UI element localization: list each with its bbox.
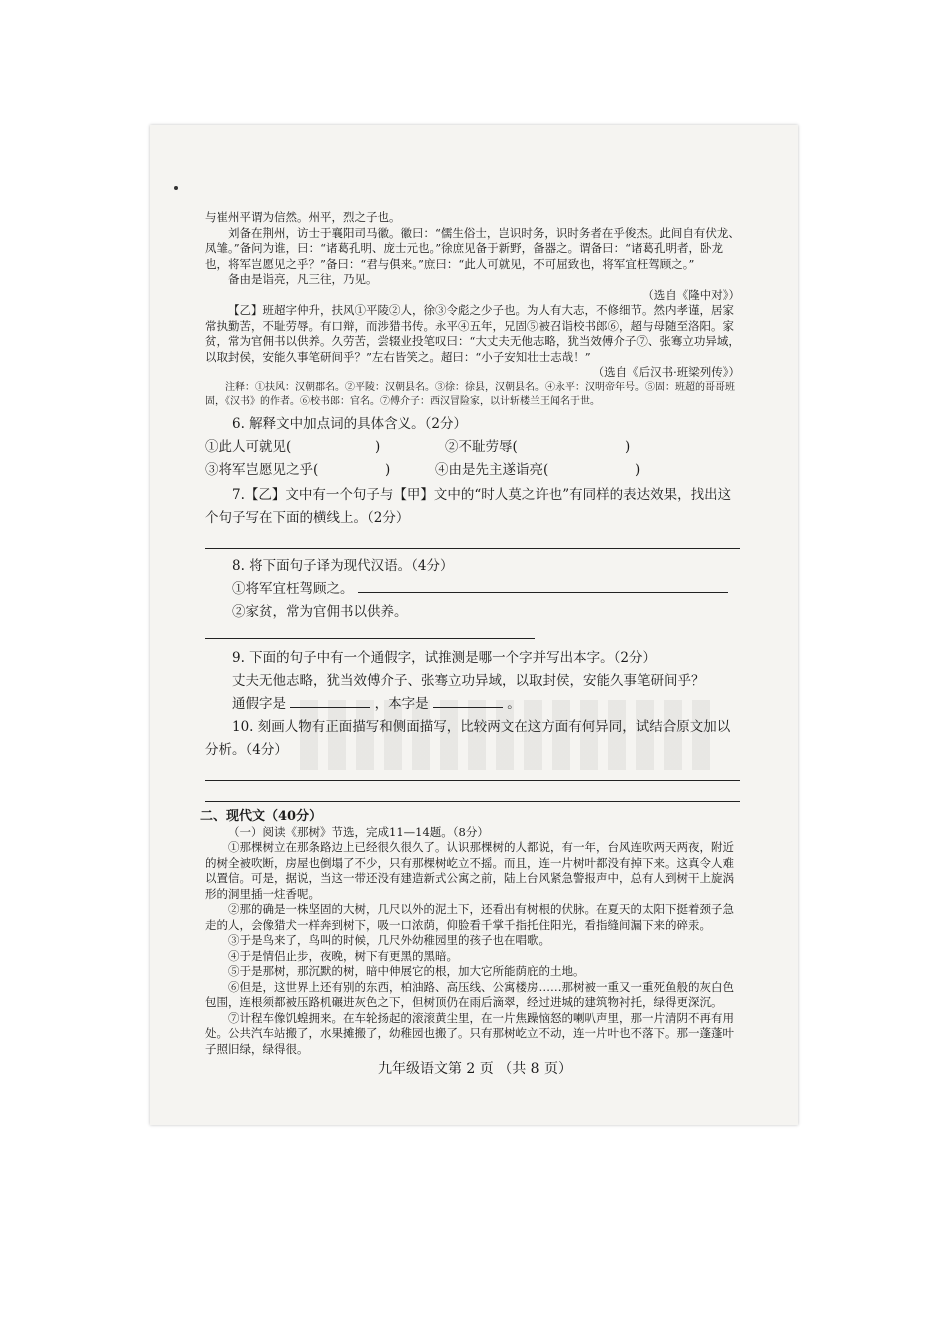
q6-row-2 xyxy=(205,459,740,482)
q8-s2 xyxy=(205,601,740,647)
jia-line-1: 与崔州平谓为信然。州平，烈之子也。 xyxy=(205,210,401,224)
q8-s2-answer-line[interactable] xyxy=(205,638,535,639)
notes: 注释：①扶风：汉朝郡名。②平陵：汉朝县名。③徐：徐县，汉朝县名。④永平：汉明帝年号。⑤固：班超的哥哥班固，《汉书》的作者。⑥校书郎：官名。⑦傅介子：西汉冒险家，以计斩楼兰王闻名于世。 xyxy=(205,381,735,407)
q6-item-1: ①此人可就见( xyxy=(205,438,292,455)
q9-label-1: 通假字是 xyxy=(232,695,286,712)
q6-item-2: ②不耻劳辱( xyxy=(445,438,518,455)
page-content xyxy=(200,210,740,1057)
para-3: ③于是鸟来了，鸟叫的时候，几尺外幼稚园里的孩子也在唱歌。 xyxy=(228,933,550,947)
q6-item-1-close: ) xyxy=(375,438,381,455)
para-2: ②那的确是一株坚固的大树，几尺以外的泥土下，还看出有树根的伏脉。在夏天的太阳下挺着颈子急走的人，会像猎犬一样奔到树下，吸一口浓荫，仰脸看千掌千指托住阳光，看指缝间漏下来的碎汞。 xyxy=(205,902,734,932)
q8-s2-text: ②家贫，常为官佣书以供养。 xyxy=(232,603,408,620)
section-2-heading: 二、现代文（40分） xyxy=(200,808,323,824)
q9-blank-1[interactable] xyxy=(290,707,370,708)
q8-s1-text: ①将军宜枉驾顾之。 xyxy=(232,580,354,597)
q9-end: 。 xyxy=(507,695,521,712)
page-footer: 九年级语文第 2 页 （共 8 页） xyxy=(377,1061,573,1077)
para-7: ⑦计程车像饥蝗拥来。在车轮扬起的滚滚黄尘里，在一片焦躁恼怒的喇叭声里，那一片清阴不再有用处。公共汽车站搬了，水果摊搬了，幼稚园也搬了。只有那树屹立不动，连一片叶也不落下。那一蓬蓬叶子照旧绿，绿得很。 xyxy=(205,1010,734,1056)
yi-source: （选自《后汉书·班梁列传》） xyxy=(592,365,740,379)
jia-para-3: 备由是诣亮，凡三往，乃见。 xyxy=(228,272,378,286)
para-1: ①那棵树立在那条路边上已经很久很久了。认识那棵树的人都说，有一年，台风连吹两天两夜，附近的树全被吹断，房屋也倒塌了不少，只有那棵树屹立不摇。而且，连一片树叶都没有掉下来。这真令人难以置信。可是，据说，当这一带还没有建造新式公寓之前，陆上台风紧急警报声中，总有人到树干上旋涡形的洞里插一炷香呢。 xyxy=(205,840,734,901)
q6-item-3-close: ) xyxy=(385,461,391,478)
question-8 xyxy=(205,555,740,647)
q7-answer-line[interactable] xyxy=(205,534,740,549)
para-4: ④于是情侣止步，夜晚，树下有更黑的黑暗。 xyxy=(228,948,458,963)
question-6 xyxy=(205,413,740,482)
q9-answer-row xyxy=(205,693,740,716)
q10-text: 10. 刻画人物有正面描写和侧面描写，比较两文在这方面有何异同，试结合原文加以分析。（4分） xyxy=(205,718,731,758)
classical-passages xyxy=(205,210,740,409)
q6-item-3: ③将军岂愿见之乎( xyxy=(205,461,319,478)
q7-text: 7.【乙】文中有一个句子与【甲】文中的“时人莫之许也”有同样的表达效果，找出这个句子写在下面的横线上。（2分） xyxy=(205,486,732,526)
modern-reading xyxy=(205,825,740,1058)
speck xyxy=(174,186,178,190)
q9-title: 9. 下面的句子中有一个通假字，试推测是哪一个字并写出本字。（2分） xyxy=(232,649,657,666)
q6-item-4: ④由是先主遂诣亮( xyxy=(435,461,549,478)
q8-title: 8. 将下面句子译为现代汉语。（4分） xyxy=(232,557,454,574)
sub-1-heading: （一）阅读《那树》节选，完成11—14题。（8分） xyxy=(228,824,489,839)
para-5: ⑤于是那树，那沉默的树，暗中伸展它的根，加大它所能荫庇的土地。 xyxy=(228,964,585,978)
para-6: ⑥但是，这世界上还有别的东西，柏油路、高压线、公寓楼房……那树被一重又一重死鱼般的灰白色包围，连根须都被压路机碾进灰色之下，但树顶仍在雨后滴翠，经过进城的建筑物衬托，绿得更深沉。 xyxy=(205,979,734,1009)
q8-s1 xyxy=(205,578,740,601)
q10-answer-line-2[interactable] xyxy=(205,787,740,802)
q9-sentence: 丈夫无他志略，犹当效傅介子、张骞立功异域，以取封侯，安能久事笔研间乎？ xyxy=(232,672,705,689)
question-9 xyxy=(205,647,740,716)
q9-blank-2[interactable] xyxy=(433,707,503,708)
q9-label-2: ，本字是 xyxy=(374,695,429,712)
jia-para-2: 刘备在荆州，访士于襄阳司马徽。徽曰：“儒生俗士，岂识时务，识时务者在乎俊杰。此间自有伏龙、凤雏。”备问为谁，曰：“诸葛孔明、庞士元也。”徐庶见备于新野，备器之。谓备曰：“诸葛孔明者，卧龙也，将军岂愿见之乎？”备曰：“君与俱来。”庶曰：“此人可就见，不可屈致也，将军宜枉驾顾之。” xyxy=(205,225,740,271)
question-7 xyxy=(205,484,740,549)
q6-row-1 xyxy=(205,436,740,459)
q10-answer-line-1[interactable] xyxy=(205,766,740,781)
q6-item-4-close: ) xyxy=(635,461,641,478)
q6-item-2-close: ) xyxy=(625,438,631,455)
q6-title: 6. 解释文中加点词的具体含义。（2分） xyxy=(232,415,468,432)
q8-s1-answer-line[interactable] xyxy=(358,592,728,593)
jia-source: （选自《隆中对》） xyxy=(642,287,740,302)
question-10 xyxy=(205,716,740,802)
yi-passage: 【乙】班超字仲升，扶风①平陵②人，徐③令彪之少子也。为人有大志，不修细节。然内孝谨，居家常执勤苦，不耻劳辱。有口辩，而涉猎书传。永平④五年，兄固⑤被召诣校书郎⑥，超与母随至洛阳。家贫，常为官佣书以供养。久劳苦，尝辍业投笔叹曰：“大丈夫无他志略，犹当效傅介子⑦、张骞立功异域，以取封侯，安能久事笔研间乎？”左右皆笑之。超曰：“小子安知壮士志哉！” xyxy=(205,303,740,364)
